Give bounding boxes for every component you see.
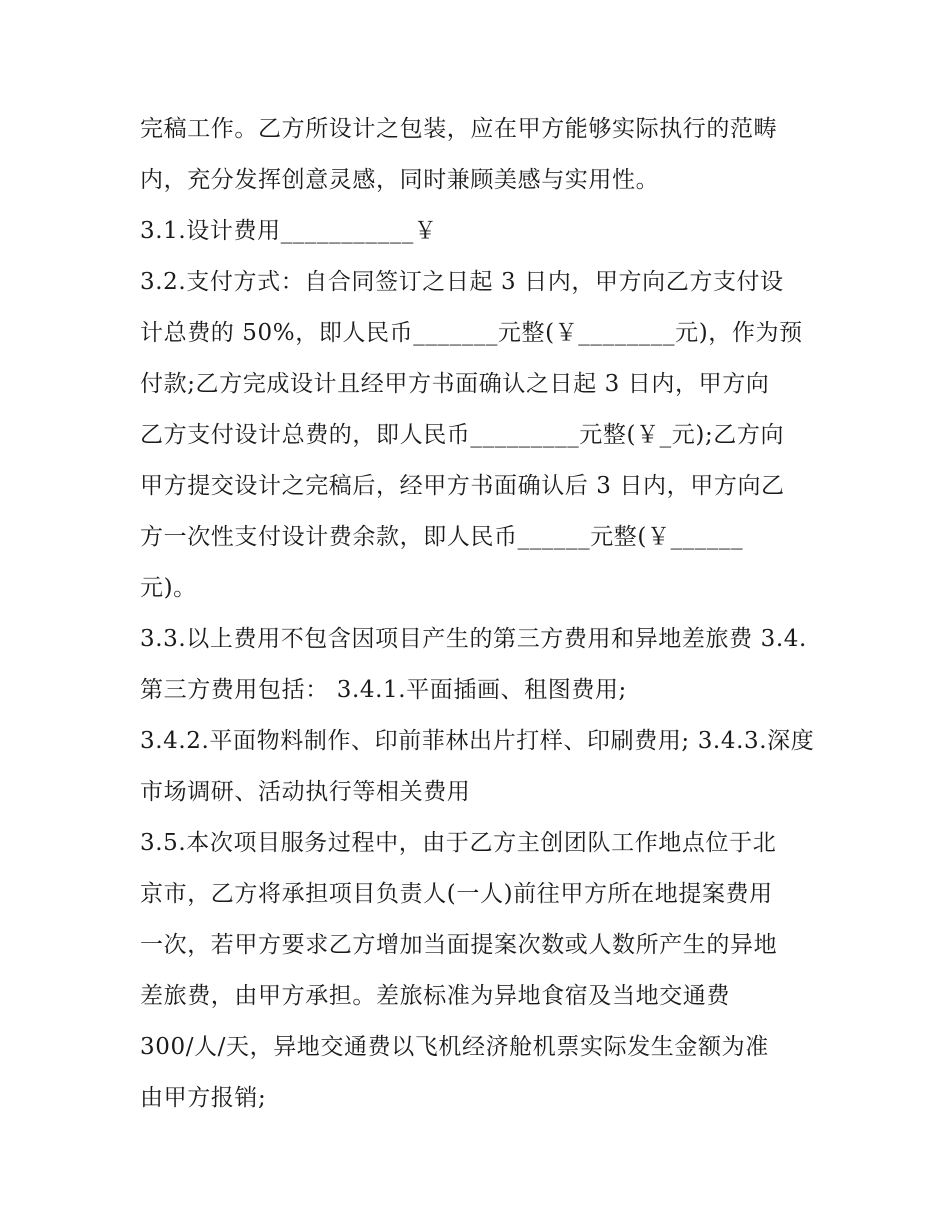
text-line: 第三方费用包括： 3.4.1.平面插画、租图费用;: [140, 677, 627, 703]
text-line: 方一次性支付设计费余款，即人民币______元整(￥______: [140, 524, 744, 550]
text-line: 300/人/天，异地交通费以飞机经济舱机票实际发生金额为准: [140, 1034, 769, 1060]
text-line: 元)。: [140, 575, 197, 601]
text-line: 内，充分发挥创意灵感，同时兼顾美感与实用性。: [140, 167, 660, 193]
text-line: 市场调研、活动执行等相关费用: [140, 779, 471, 805]
document-body: [140, 104, 820, 1124]
text-line: 甲方提交设计之完稿后，经甲方书面确认后 3 日内，甲方向乙: [140, 473, 785, 499]
text-line: 3.2.支付方式：自合同签订之日起 3 日内，甲方向乙方支付设: [140, 269, 784, 295]
text-line: 由甲方报销;: [140, 1085, 267, 1111]
text-line: 计总费的 50%，即人民币_______元整(￥________元)，作为预: [140, 320, 803, 346]
text-line: 付款;乙方完成设计且经甲方书面确认之日起 3 日内，甲方向: [140, 371, 770, 397]
text-line: 一次，若甲方要求乙方增加当面提案次数或人数所产生的异地: [140, 932, 778, 958]
text-line: 3.1.设计费用___________￥: [140, 218, 438, 244]
text-line: 差旅费，由甲方承担。差旅标准为异地食宿及当地交通费: [140, 983, 730, 1009]
text-line: 3.4.2.平面物料制作、印前菲林出片打样、印刷费用; 3.4.3.深度: [140, 728, 815, 754]
text-line: 3.5.本次项目服务过程中，由于乙方主创团队工作地点位于北: [140, 830, 777, 856]
text-line: 3.3.以上费用不包含因项目产生的第三方费用和异地差旅费 3.4.: [140, 626, 807, 652]
text-line: 完稿工作。乙方所设计之包装，应在甲方能够实际执行的范畴: [140, 116, 778, 142]
text-line: 乙方支付设计总费的，即人民币_________元整(￥_元);乙方向: [140, 422, 785, 448]
text-line: 京市，乙方将承担项目负责人(一人)前往甲方所在地提案费用: [140, 881, 773, 907]
